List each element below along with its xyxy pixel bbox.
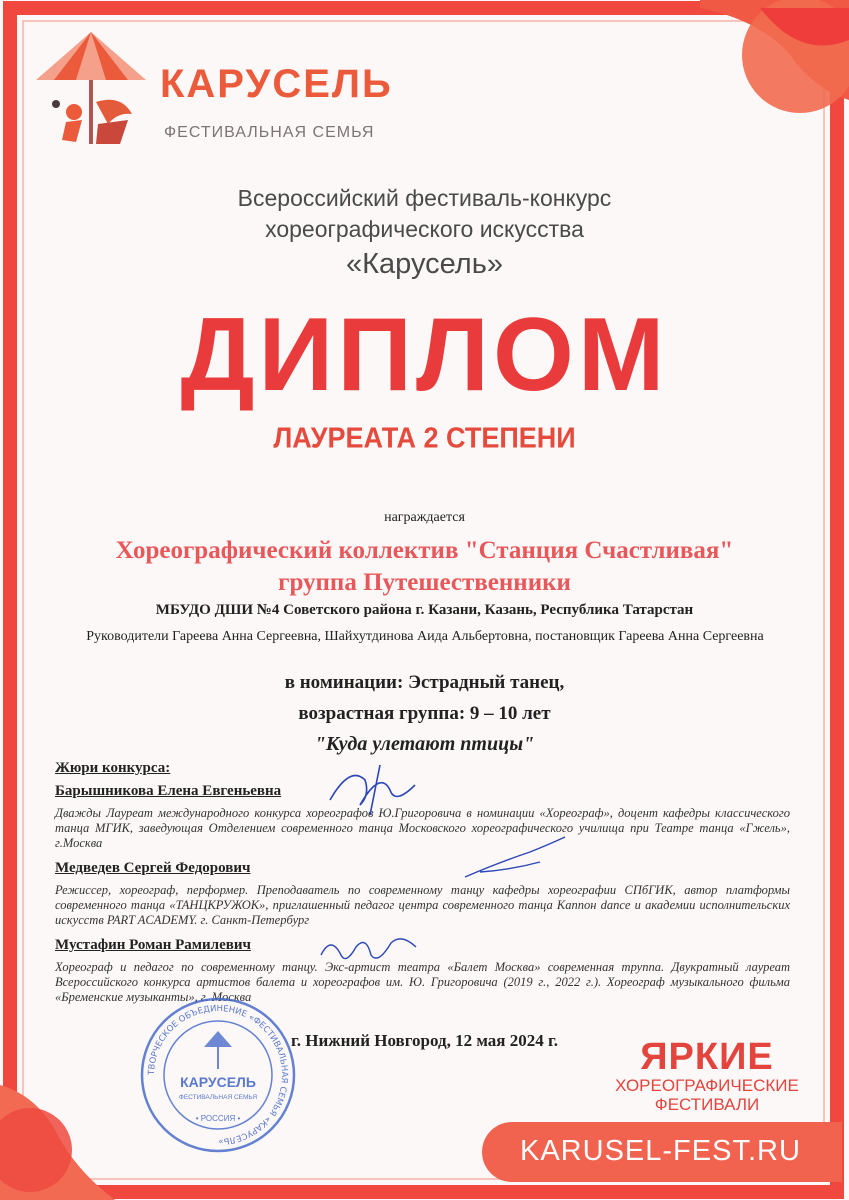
seal-logo-text: КАРУСЕЛЬ xyxy=(180,1074,256,1090)
jury-member-desc: Дважды Лауреат международного конкурса хореографов Ю.Григоровича в номинации «Хореограф», доцент кафедры классического танца МГИК, заведующая Отделением современного танца Московского хореографического училища при Театре танца «Гжель», г.Москва xyxy=(55,806,790,850)
collective-line-1: Хореографический коллектив "Станция Счастливая" xyxy=(115,537,734,564)
awarded-label: награждается xyxy=(384,510,465,525)
jury-member-desc: Режиссер, хореограф, перформер. Преподаватель по современному танцу кафедры хореографии СПбГИК, автор платформы современного танца «ТАНЦКРУЖОК», приглашенный педагог центра современного танца Каппон dance и академии исполнительских искусств PART ACADEMY. г. Санкт-Петербург xyxy=(55,883,790,927)
logo-subtitle: ФЕСТИВАЛЬНАЯ СЕМЬЯ xyxy=(164,124,375,141)
bright-line-1: ХОРЕОГРАФИЧЕСКИЕ xyxy=(615,1076,799,1095)
bright-line-2: ФЕСТИВАЛИ xyxy=(654,1095,760,1114)
festival-name: «Карусель» xyxy=(346,248,503,280)
seal-ring-text: ТВОРЧЕСКОЕ ОБЪЕДИНЕНИЕ «ФЕСТИВАЛЬНАЯ СЕМЬЯ «КАРУСЕЛЬ» xyxy=(146,1003,290,1147)
jury-member-desc: Хореограф и педагог по современному танцу. Экс-артист театра «Балет Москва» современная труппа. Двукратный лауреат Всероссийского конкурса артистов балета и хореографов им. Ю. Григоровича (2019 г., 2022 г.). Хореограф музыкального фильма «Бременские музыканты», г. Москва xyxy=(55,960,790,1004)
school-name: МБУДО ДШИ №4 Советского района г. Казани, Казань, Республика Татарстан xyxy=(155,602,694,618)
seal-sub-text: ФЕСТИВАЛЬНАЯ СЕМЬЯ xyxy=(178,1094,258,1101)
signature-3 xyxy=(316,925,426,975)
leaders-text: Руководители Гареева Анна Сергеевна, Шайхутдинова Аида Альбертовна, постановщик Гареева Анна Сергеевна xyxy=(86,629,764,644)
signature-2 xyxy=(460,832,570,882)
carousel-dancer-icon xyxy=(36,32,146,152)
place-date: г. Нижний Новгород, 12 мая 2024 г. xyxy=(290,1031,559,1050)
jury-member-name: Медведев Сергей Федорович xyxy=(55,860,251,876)
age-group: возрастная группа: 9 – 10 лет xyxy=(298,703,551,724)
jury-title: Жюри конкурса: xyxy=(55,760,171,776)
bright-festivals-badge xyxy=(607,1038,807,1114)
festival-logo xyxy=(36,32,456,162)
logo-title: КАРУСЕЛЬ xyxy=(160,62,393,106)
signature-1 xyxy=(320,760,430,820)
collective-name xyxy=(0,535,849,599)
laureate-degree: ЛАУРЕАТА 2 СТЕПЕНИ xyxy=(273,422,576,454)
diploma-title: ДИПЛОМ xyxy=(180,297,669,413)
website-url[interactable]: KARUSEL-FEST.RU xyxy=(520,1135,801,1167)
piece-title: "Куда улетают птицы" xyxy=(314,733,535,755)
jury-member-name: Барышникова Елена Евгеньевна xyxy=(55,783,282,799)
nomination: в номинации: Эстрадный танец, xyxy=(284,672,565,693)
festival-line-1: Всероссийский фестиваль-конкурс xyxy=(237,185,612,211)
collective-line-2: группа Путешественники xyxy=(278,569,571,596)
seal-stamp xyxy=(138,995,298,1155)
seal-country: • РОССИЯ • xyxy=(195,1114,241,1123)
festival-heading xyxy=(0,183,849,280)
festival-line-2: хореографического искусства xyxy=(265,216,584,242)
bright-big: ЯРКИЕ xyxy=(640,1036,774,1078)
jury-member-name: Мустафин Роман Рамилевич xyxy=(55,937,251,953)
